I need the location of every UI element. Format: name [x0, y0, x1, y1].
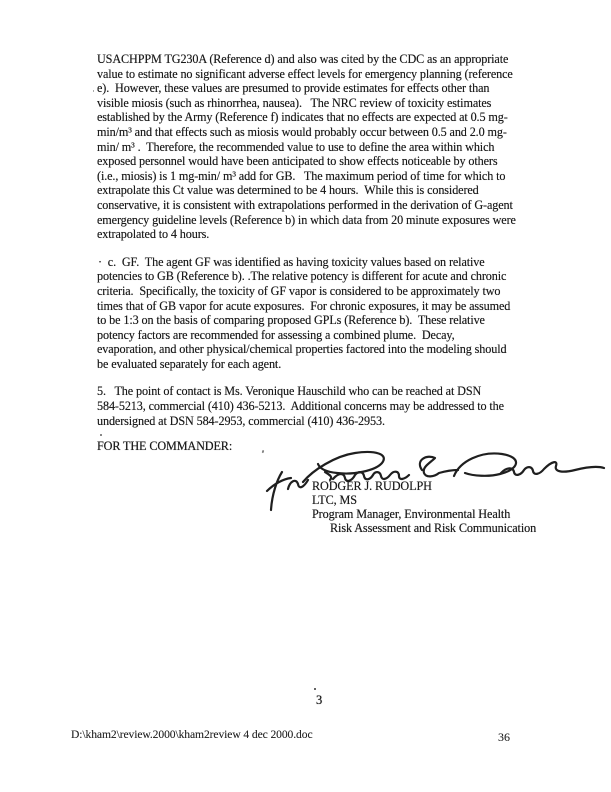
signature-dauch-d	[454, 453, 516, 476]
text-line: value to estimate no significant adverse effect levels for emergency planning (reference	[97, 66, 513, 81]
signature-for-prefix	[267, 472, 308, 510]
text-line: visible miosis (such as rhinorrhea, nausea). The NRC review of toxicity estimates	[97, 95, 492, 110]
text-line: emergency guideline levels (Reference b) in which data from 20 minute exposures were	[97, 212, 516, 227]
paragraph-point-of-contact	[97, 384, 567, 428]
paragraph-usachppm	[97, 52, 567, 242]
text-line: e). However, these values are presumed to provide estimates for effects other than	[97, 81, 490, 96]
footer-file-path: D:\kham2\review.2000\kham2review 4 dec 2000.doc	[71, 728, 313, 741]
text-line: undersigned at DSN 584-2953, commercial (410) 436-2953.	[97, 413, 385, 428]
signer-rank-branch: LTC, MS	[312, 492, 357, 507]
text-line: established by the Army (Reference f) indicates that no effects are expected at 0.5 mg-	[97, 110, 508, 125]
text-line: min/m³ and that effects such as miosis would probably occur between 0.5 and 2.0 mg-	[97, 124, 507, 139]
signer-title-line-2: Risk Assessment and Risk Communication	[330, 520, 537, 535]
text-line: · c. GF. The agent GF was identified as having toxicity values based on relative	[98, 254, 485, 269]
scan-speck	[100, 434, 102, 436]
text-line: 5. The point of contact is Ms. Veronique Hauschild who can be reached at DSN	[97, 384, 482, 399]
text-line: conservative, it is consistent with extrapolations performed in the derivation of G-agent	[97, 197, 513, 212]
text-line: be evaluated separately for each agent.	[97, 356, 282, 371]
document-body	[97, 52, 567, 454]
text-line: potencies to GB (Reference b). .The relative potency is different for acute and chronic	[97, 269, 507, 284]
text-line: exposed personnel would have been anticipated to show effects noticeable by others	[97, 154, 498, 169]
text-line: criteria. Specifically, the toxicity of GF vapor is considered to be approximately two	[97, 283, 501, 298]
text-line: times that of GB vapor for acute exposures. For chronic exposures, it may be assumed	[97, 298, 511, 313]
text-line: potency factors are recommended for assessing a combined plume. Decay,	[97, 327, 455, 342]
text-line: extrapolate this Ct value was determined to be 4 hours. While this is considered	[97, 183, 479, 198]
signature-e-initial	[420, 457, 458, 477]
scan-speck	[93, 90, 94, 92]
footer-stamp-number: 36	[498, 730, 510, 744]
page-number: 3	[316, 693, 323, 707]
text-line: USACHPPM TG230A (Reference d) and also was cited by the CDC as an appropriate	[97, 52, 509, 66]
for-the-commander-line: FOR THE COMMANDER:	[97, 439, 233, 454]
scan-speck	[314, 688, 316, 690]
text-line: min/ m³ . Therefore, the recommended value to use to define the area within which	[97, 139, 495, 154]
paragraph-c-gf	[97, 255, 567, 372]
text-line: to be 1:3 on the basis of comparing proposed GPLs (Reference b). These relative	[97, 313, 485, 328]
text-line: evaporation, and other physical/chemical properties factored into the modeling should	[97, 342, 507, 357]
signer-typed-name: RODGER J. RUDOLPH	[312, 479, 432, 493]
signature-block	[312, 480, 536, 536]
text-line: (i.e., miosis) is 1 mg-min/ m³ add for GB. The maximum period of time for which to	[97, 168, 506, 183]
signer-title-line-1: Program Manager, Environmental Health	[312, 506, 511, 521]
text-line: 584-5213, commercial (410) 436-5213. Additional concerns may be addressed to the	[97, 399, 504, 414]
text-line: extrapolated to 4 hours.	[97, 227, 210, 242]
